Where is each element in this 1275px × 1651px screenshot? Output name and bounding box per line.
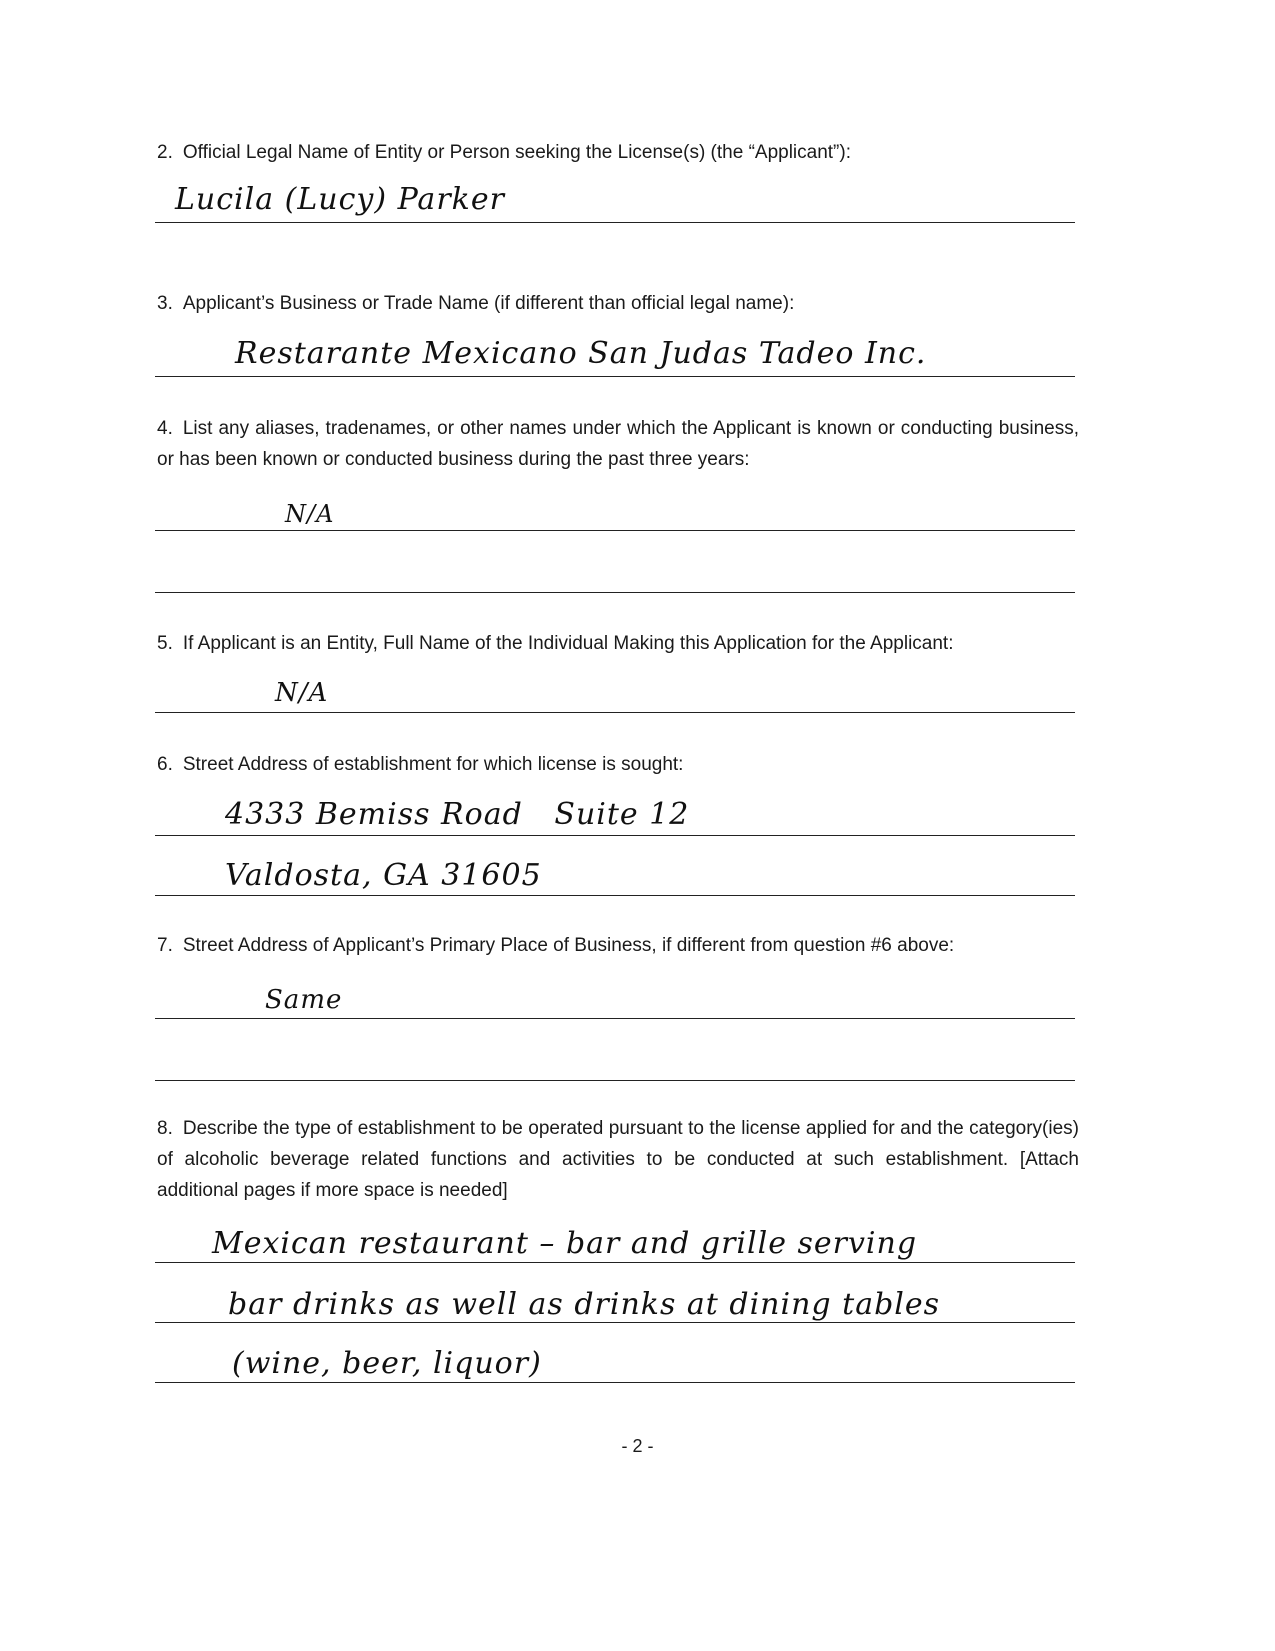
- question-text: List any aliases, tradenames, or other names under which the Applicant is known or conducting business, or has been known or conducted business during the past three years:: [157, 418, 1079, 470]
- question-text: If Applicant is an Entity, Full Name of the Individual Making this Application for the Applicant:: [182, 633, 954, 654]
- answer-line: [155, 895, 1075, 896]
- page-number: - 2 -: [621, 1436, 654, 1456]
- question-2: [157, 137, 1079, 168]
- answer-line: [155, 1018, 1075, 1019]
- answer-aliases: N/A: [285, 500, 335, 528]
- question-text: Describe the type of establishment to be operated pursuant to the license applied for and the category(ies) of alcoholic beverage related functions and activities to be conducted at such establishment. [Attach additional pages if more space is needed]: [157, 1118, 1079, 1201]
- answer-line: [155, 1262, 1075, 1263]
- answer-line: [155, 222, 1075, 223]
- answer-line: [155, 592, 1075, 593]
- question-number: 8.: [157, 1118, 173, 1139]
- answer-individual-name: N/A: [275, 678, 329, 708]
- answer-description-line-2: bar drinks as well as drinks at dining tables: [228, 1287, 941, 1322]
- answer-line: [155, 376, 1075, 377]
- question-number: 4.: [157, 418, 173, 439]
- question-8: [157, 1113, 1079, 1206]
- answer-description-line-3: (wine, beer, liquor): [232, 1346, 542, 1381]
- answer-street-address: 4333 Bemiss Road Suite 12: [225, 797, 690, 832]
- answer-description-line-1: Mexican restaurant – bar and grille serving: [212, 1226, 918, 1261]
- question-3: [157, 288, 1079, 319]
- question-7: [157, 930, 1079, 961]
- answer-trade-name: Restarante Mexicano San Judas Tadeo Inc.: [235, 336, 927, 371]
- answer-line: [155, 1322, 1075, 1323]
- answer-legal-name: Lucila (Lucy) Parker: [175, 182, 505, 217]
- question-6: [157, 749, 1079, 780]
- question-number: 2.: [157, 142, 173, 163]
- answer-primary-business: Same: [265, 985, 343, 1015]
- question-5: [157, 628, 1079, 659]
- question-number: 5.: [157, 633, 173, 654]
- question-text: Official Legal Name of Entity or Person seeking the License(s) (the “Applicant”):: [182, 142, 851, 163]
- question-number: 3.: [157, 293, 173, 314]
- answer-city-state-zip: Valdosta, GA 31605: [225, 858, 542, 893]
- answer-line: [155, 835, 1075, 836]
- answer-line: [155, 530, 1075, 531]
- answer-line: [155, 1080, 1075, 1081]
- question-number: 7.: [157, 935, 173, 956]
- question-number: 6.: [157, 754, 173, 775]
- question-text: Street Address of Applicant’s Primary Place of Business, if different from question #6 above:: [182, 935, 955, 956]
- answer-line: [155, 1382, 1075, 1383]
- question-4: [157, 413, 1079, 475]
- question-text: Street Address of establishment for which license is sought:: [182, 754, 684, 775]
- question-text: Applicant’s Business or Trade Name (if different than official legal name):: [182, 293, 795, 314]
- answer-line: [155, 712, 1075, 713]
